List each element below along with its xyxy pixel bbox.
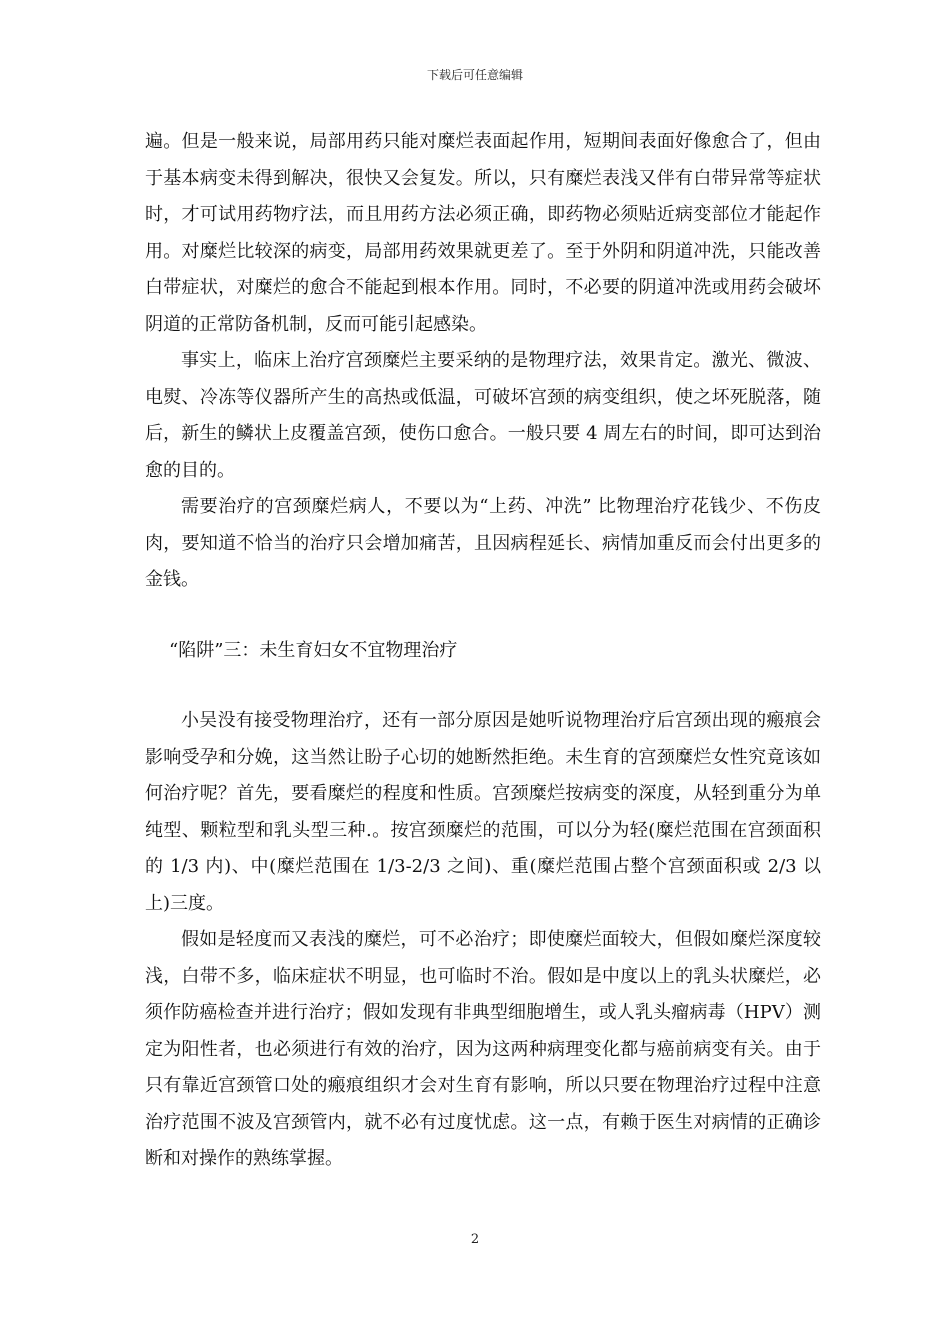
section-heading: “陷阱”三：未生育妇女不宜物理治疗 (169, 639, 458, 661)
paragraph-continuation: 遍。但是一般来说，局部用药只能对糜烂表面起作用，短期间表面好像愈合了，但由于基本病变未得到解决，很快又会复发。所以，只有糜烂表浅又伴有白带异常等症状时，才可试用药物疗法，而且用药方法必须正确，即药物必须贴近病变部位才能起作用。对糜烂比较深的病变，局部用药效果就更差了。至于外阴和阴道冲洗，只能改善白带症状，对糜烂的愈合不能起到根本作用。同时，不必要的阴道冲洗或用药会破坏阴道的正常防备机制，反而可能引起感染。 (145, 131, 821, 335)
paragraph-physical-therapy: 事实上，临床上治疗宫颈糜烂主要采纳的是物理疗法，效果肯定。激光、微波、电熨、冷冻等仪器所产生的高热或低温，可破坏宫颈的病变组织，使之坏死脱落，随后，新生的鳞状上皮覆盖宫颈，使伤口愈合。一般只要 4 周左右的时间，即可达到治愈的目的。 (145, 350, 821, 481)
page-header: 下载后可任意编辑 (426, 68, 523, 82)
page-number: 2 (470, 1232, 480, 1247)
document-body (145, 124, 821, 1178)
paragraph-cost-warning: 需要治疗的宫颈糜烂病人，不要以为“上药、冲洗” 比物理治疗花钱少、不伤皮肉，要知道不恰当的治疗只会增加痛苦，且因病程延长、病情加重反而会付出更多的金钱。 (145, 496, 821, 590)
paragraph-xiaowu-case: 小吴没有接受物理治疗，还有一部分原因是她听说物理治疗后宫颈出现的瘢痕会影响受孕和分娩，这当然让盼子心切的她断然拒绝。未生育的宫颈糜烂女性究竟该如何治疗呢？首先，要看糜烂的程度和性质。宫颈糜烂按病变的深度，从轻到重分为单纯型、颗粒型和乳头型三种.。按宫颈糜烂的范围，可以分为轻(糜烂范围在宫颈面积的 1/3 内)、中(糜烂范围在 1/3-2/3 之间)、重(糜烂范围占整个宫颈面积或 2/3 以上)三度。 (145, 710, 821, 914)
paragraph-treatment-guidance: 假如是轻度而又表浅的糜烂，可不必治疗；即使糜烂面较大，但假如糜烂深度较浅，白带不多，临床症状不明显，也可临时不治。假如是中度以上的乳头状糜烂，必须作防癌检查并进行治疗；假如发现有非典型细胞增生，或人乳头瘤病毒（HPV）测定为阳性者，也必须进行有效的治疗，因为这两种病理变化都与癌前病变有关。由于只有靠近宫颈管口处的瘢痕组织才会对生育有影响，所以只要在物理治疗过程中注意治疗范围不波及宫颈管内，就不必有过度忧虑。这一点，有赖于医生对病情的正确诊断和对操作的熟练掌握。 (145, 929, 821, 1169)
